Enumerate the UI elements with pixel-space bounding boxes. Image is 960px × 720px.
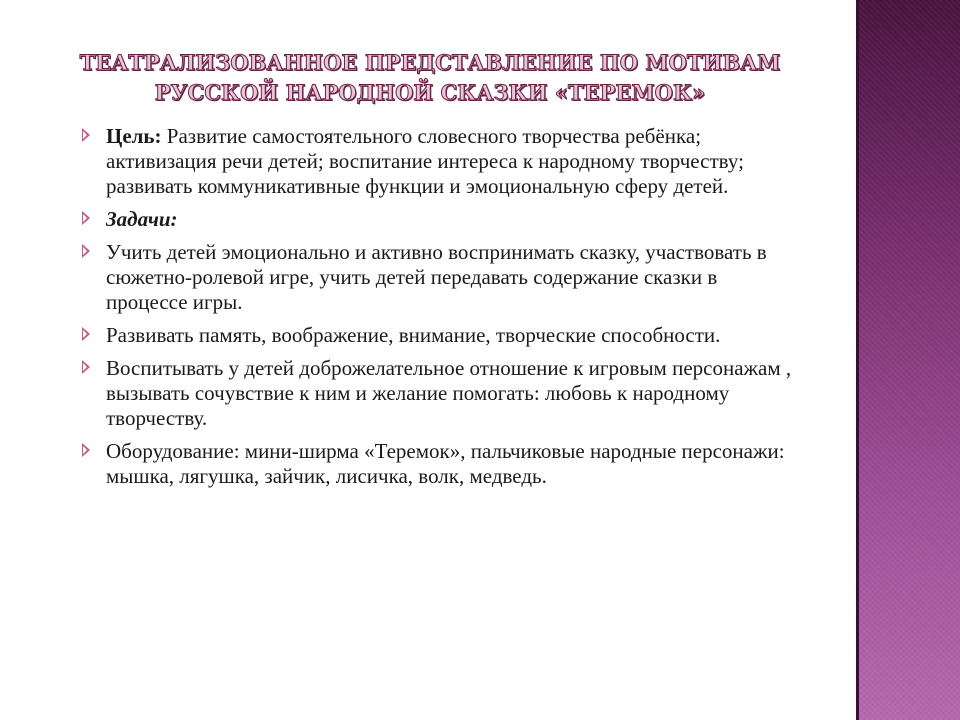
equipment-text: Оборудование: мини-ширма «Теремок», пальчиковые народные персонажи: мышка, лягушка, зайчик, лисичка, волк, медведь.	[106, 439, 785, 488]
title-line-1: ТЕАТРАЛИЗОВАННОЕ ПРЕДСТАВЛЕНИЕ ПО МОТИВАМ	[79, 50, 781, 75]
bullet-list	[82, 124, 802, 497]
bullet-arrow-icon	[82, 128, 90, 142]
side-panel-edge	[856, 0, 859, 720]
bullet-goal	[82, 124, 802, 199]
bullet-equipment	[82, 439, 802, 489]
decorative-side-panel	[856, 0, 960, 720]
title-line-2: РУССКОЙ НАРОДНОЙ СКАЗКИ «ТЕРЕМОК»	[154, 80, 706, 105]
bullet-arrow-icon	[82, 360, 90, 374]
bullet-arrow-icon	[82, 327, 90, 341]
bullet-task-2	[82, 323, 802, 348]
goal-label: Цель:	[106, 124, 162, 148]
bullet-tasks-heading	[82, 207, 802, 232]
goal-text: Развитие самостоятельного словесного творчества ребёнка; активизация речи детей; воспитание интереса к народному творчеству; развивать коммуникативные функции и эмоциональную сферу детей.	[106, 124, 744, 198]
slide-title	[70, 48, 790, 108]
task-1-text: Учить детей эмоционально и активно воспринимать сказку, участвовать в сюжетно-ролевой игре, учить детей передавать содержание сказки в процессе игры.	[106, 240, 767, 314]
task-3-text: Воспитывать у детей доброжелательное отношение к игровым персонажам , вызывать сочувствие к ним и желание помогать: любовь к народному творчеству.	[106, 356, 792, 430]
bullet-task-1	[82, 240, 802, 315]
bullet-arrow-icon	[82, 244, 90, 258]
tasks-label: Задачи:	[106, 207, 178, 231]
task-2-text: Развивать память, воображение, внимание, творческие способности.	[106, 323, 721, 347]
bullet-task-3	[82, 356, 802, 431]
bullet-arrow-icon	[82, 443, 90, 457]
bullet-arrow-icon	[82, 211, 90, 225]
